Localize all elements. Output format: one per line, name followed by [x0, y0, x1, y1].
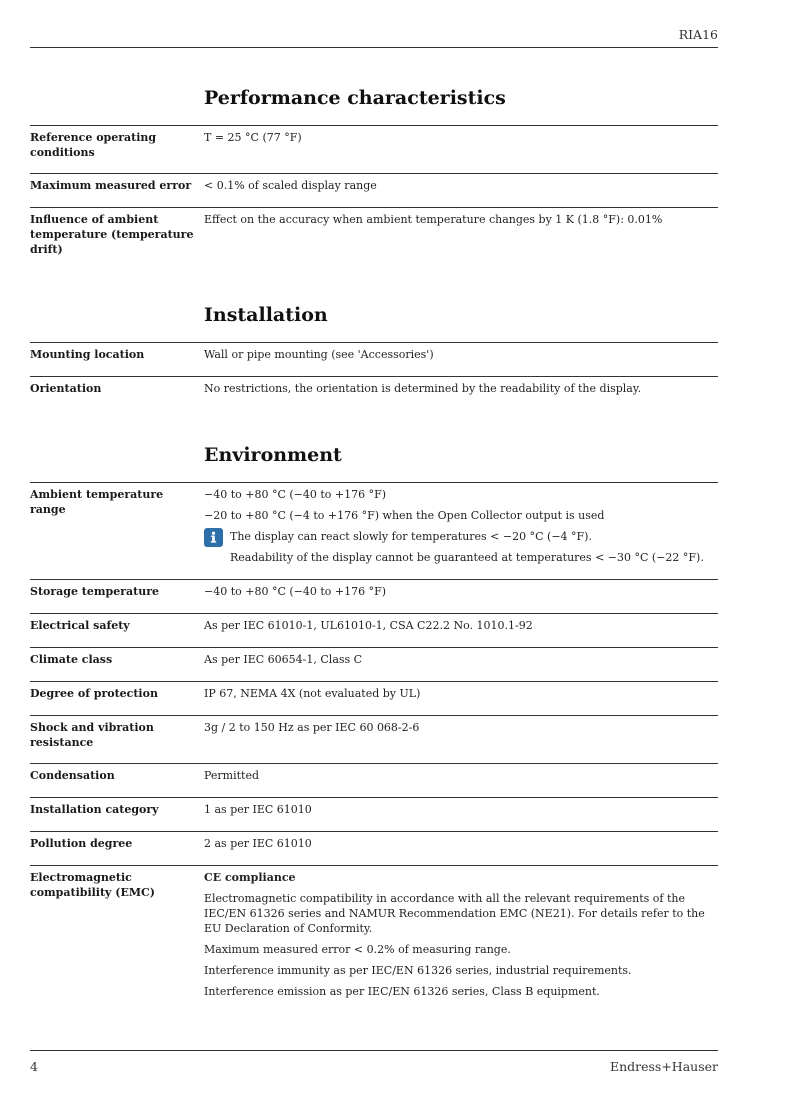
section-heading-performance: Performance characteristics: [204, 87, 506, 109]
spec-row-installation-category: [30, 797, 718, 817]
spec-row-maximum-error: [30, 173, 718, 193]
info-icon: [204, 528, 223, 547]
spec-label: Mounting location: [30, 348, 145, 361]
spec-label: Maximum measured error: [30, 179, 192, 192]
emc-paragraph: Interference emission as per IEC/EN 61326 series, Class B equipment.: [204, 985, 600, 998]
info-note: [204, 529, 718, 571]
spec-value: T = 25 °C (77 °F): [204, 131, 302, 144]
section-heading-environment: Environment: [204, 444, 342, 466]
section-heading-installation: Installation: [204, 304, 328, 326]
spec-label: Orientation: [30, 382, 102, 395]
header-doc-id: RIA16: [678, 27, 718, 42]
spec-value: As per IEC 60654-1, Class C: [204, 653, 363, 666]
ambient-range-open-collector: −20 to +80 °C (−4 to +176 °F) when the Open Collector output is used: [204, 509, 605, 522]
spec-row-climate-class: [30, 647, 718, 667]
spec-value: IP 67, NEMA 4X (not evaluated by UL): [204, 687, 421, 700]
spec-row-pollution-degree: [30, 831, 718, 851]
spec-value: Effect on the accuracy when ambient temperature changes by 1 K (1.8 °F): 0.01%: [204, 213, 663, 226]
spec-label: Pollution degree: [30, 837, 133, 850]
spec-label: Ambient temperature range: [30, 488, 164, 516]
emc-title: CE compliance: [204, 871, 296, 884]
emc-paragraph: Interference immunity as per IEC/EN 61326 series, industrial requirements.: [204, 964, 632, 977]
spec-value: No restrictions, the orientation is determined by the readability of the display.: [204, 382, 642, 395]
spec-label: Condensation: [30, 769, 115, 782]
spec-row-ambient-temperature: [30, 482, 718, 571]
spec-label: Electromagnetic compatibility (EMC): [30, 871, 156, 899]
note-slow-display: The display can react slowly for temperatures < −20 °C (−4 °F).: [230, 530, 592, 543]
spec-value: 3g / 2 to 150 Hz as per IEC 60 068-2-6: [204, 721, 420, 734]
spec-row-electrical-safety: [30, 613, 718, 633]
spec-value: Permitted: [204, 769, 260, 782]
page-number: 4: [30, 1059, 38, 1074]
emc-paragraph: Electromagnetic compatibility in accordance with all the relevant requirements of the IEC/EN 61326 series and NAMUR Recommendation EMC (NE21). For details refer to the EU Declaration of Conformity.: [204, 892, 705, 935]
brand-name: Endress+Hauser: [609, 1059, 718, 1074]
spec-value: −40 to +80 °C (−40 to +176 °F): [204, 585, 387, 598]
spec-label: Electrical safety: [30, 619, 130, 632]
ambient-range-standard: −40 to +80 °C (−40 to +176 °F): [204, 488, 387, 501]
spec-value: 2 as per IEC 61010: [204, 837, 312, 850]
spec-label: Shock and vibration resistance: [30, 721, 154, 749]
spec-label: Influence of ambient temperature (temperature drift): [30, 213, 194, 256]
spec-value: As per IEC 61010-1, UL61010-1, CSA C22.2 No. 1010.1-92: [204, 619, 533, 632]
emc-paragraph: Maximum measured error < 0.2% of measuring range.: [204, 943, 511, 956]
spec-value: < 0.1% of scaled display range: [204, 179, 377, 192]
spec-label: Storage temperature: [30, 585, 160, 598]
spec-row-temperature-drift: [30, 207, 718, 257]
spec-row-degree-of-protection: [30, 681, 718, 701]
header-divider: [30, 47, 718, 48]
spec-label: Degree of protection: [30, 687, 158, 700]
note-readability: Readability of the display cannot be guaranteed at temperatures < −30 °C (−22 °F).: [230, 551, 704, 564]
spec-row-reference-conditions: [30, 125, 718, 160]
spec-row-storage-temperature: [30, 579, 718, 599]
spec-value: [204, 487, 718, 571]
spec-row-mounting-location: [30, 342, 718, 362]
spec-row-shock-vibration: [30, 715, 718, 750]
spec-label: Climate class: [30, 653, 113, 666]
spec-label: Installation category: [30, 803, 159, 816]
spec-label: Reference operating conditions: [30, 131, 157, 159]
spec-row-emc: [30, 865, 718, 1005]
spec-row-orientation: [30, 376, 718, 396]
spec-row-condensation: [30, 763, 718, 783]
spec-value: Wall or pipe mounting (see 'Accessories'): [204, 348, 434, 361]
spec-value: [204, 870, 718, 1005]
footer-divider: [30, 1050, 718, 1051]
spec-value: 1 as per IEC 61010: [204, 803, 312, 816]
